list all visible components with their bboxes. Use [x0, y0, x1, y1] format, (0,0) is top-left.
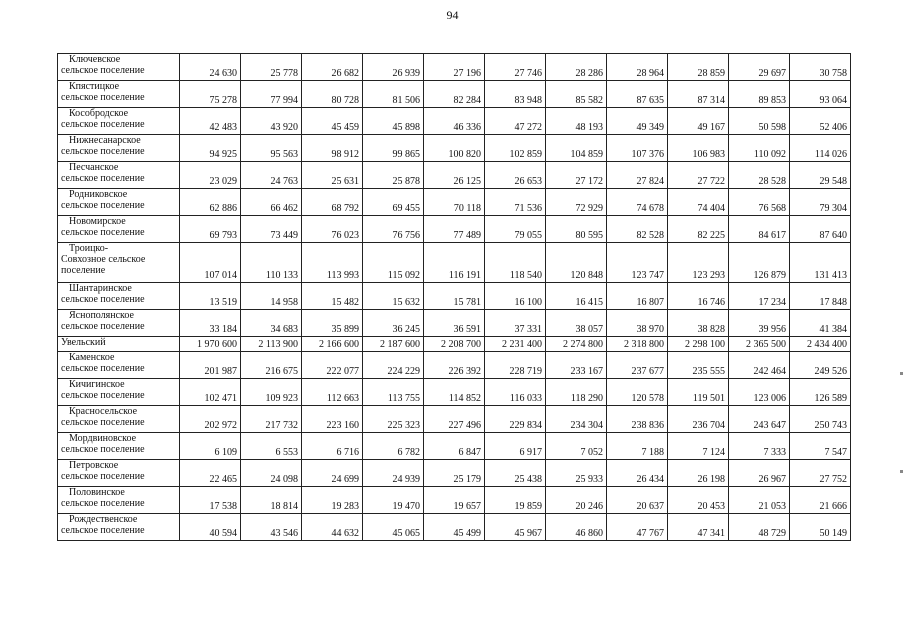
settlement-name	[58, 108, 180, 135]
table-cell-value: 6 716	[302, 433, 363, 460]
settlement-name-line: сельское поселение	[61, 92, 145, 103]
table-cell-value: 26 653	[485, 162, 546, 189]
table-cell-value: 29 548	[790, 162, 851, 189]
settlement-name	[58, 162, 180, 189]
table-cell-value: 52 406	[790, 108, 851, 135]
settlement-name	[58, 433, 180, 460]
table-cell-value: 236 704	[668, 406, 729, 433]
table-cell-value: 49 167	[668, 108, 729, 135]
settlement-name-line: Шантаринское	[69, 283, 132, 294]
table-cell-value: 18 814	[241, 487, 302, 514]
table-cell-value: 19 657	[424, 487, 485, 514]
table-cell-value: 6 782	[363, 433, 424, 460]
table-cell-value: 113 755	[363, 379, 424, 406]
table-cell-value: 71 536	[485, 189, 546, 216]
table-cell-value: 45 499	[424, 514, 485, 541]
settlement-name-line: Троицко-	[69, 243, 109, 254]
table-row	[58, 108, 851, 135]
table-cell-value: 106 983	[668, 135, 729, 162]
settlement-name	[58, 406, 180, 433]
table-cell-value: 94 925	[180, 135, 241, 162]
table-cell-value: 82 528	[607, 216, 668, 243]
table-cell-value: 87 314	[668, 81, 729, 108]
table-cell-value: 25 778	[241, 54, 302, 81]
table-cell-value: 102 471	[180, 379, 241, 406]
table-cell-value: 16 807	[607, 283, 668, 310]
table-cell-value: 43 546	[241, 514, 302, 541]
table-cell-value: 80 728	[302, 81, 363, 108]
table-cell-value: 68 792	[302, 189, 363, 216]
table-cell-value: 82 284	[424, 81, 485, 108]
table-cell-value: 74 678	[607, 189, 668, 216]
table-cell-value: 126 879	[729, 243, 790, 283]
table-cell-value: 120 578	[607, 379, 668, 406]
table-cell-value: 76 756	[363, 216, 424, 243]
table-cell-value: 131 413	[790, 243, 851, 283]
table-cell-value: 95 563	[241, 135, 302, 162]
table-cell-value: 2 365 500	[729, 337, 790, 352]
table-cell-value: 49 349	[607, 108, 668, 135]
table-cell-value: 249 526	[790, 352, 851, 379]
table-cell-value: 39 956	[729, 310, 790, 337]
table-cell-value: 29 697	[729, 54, 790, 81]
table-row	[58, 135, 851, 162]
table-cell-value: 25 438	[485, 460, 546, 487]
table-row	[58, 337, 851, 352]
table-cell-value: 44 632	[302, 514, 363, 541]
table-cell-value: 223 160	[302, 406, 363, 433]
table-row	[58, 243, 851, 283]
table-cell-value: 226 392	[424, 352, 485, 379]
table-cell-value: 227 496	[424, 406, 485, 433]
table-cell-value: 14 958	[241, 283, 302, 310]
table-cell-value: 33 184	[180, 310, 241, 337]
table-cell-value: 6 109	[180, 433, 241, 460]
table-cell-value: 243 647	[729, 406, 790, 433]
table-cell-value: 102 859	[485, 135, 546, 162]
table-cell-value: 45 898	[363, 108, 424, 135]
table-cell-value: 225 323	[363, 406, 424, 433]
table-cell-value: 109 923	[241, 379, 302, 406]
table-cell-value: 2 187 600	[363, 337, 424, 352]
table-cell-value: 114 026	[790, 135, 851, 162]
settlement-name-line: сельское поселение	[61, 390, 145, 401]
settlement-name-line: Совхозное сельское	[61, 254, 146, 265]
table-cell-value: 93 064	[790, 81, 851, 108]
settlement-name-line: Рождественское	[69, 514, 138, 525]
table-cell-value: 21 666	[790, 487, 851, 514]
table-cell-value: 66 462	[241, 189, 302, 216]
settlement-name	[58, 216, 180, 243]
table-cell-value: 119 501	[668, 379, 729, 406]
table-cell-value: 37 331	[485, 310, 546, 337]
table-cell-value: 222 077	[302, 352, 363, 379]
table-cell-value: 69 793	[180, 216, 241, 243]
table-row	[58, 487, 851, 514]
table-cell-value: 82 225	[668, 216, 729, 243]
table-cell-value: 81 506	[363, 81, 424, 108]
settlement-name-line: сельское поселение	[61, 321, 145, 332]
settlement-name-line: Мордвиновское	[69, 433, 137, 444]
table-cell-value: 47 272	[485, 108, 546, 135]
table-cell-value: 26 967	[729, 460, 790, 487]
table-cell-value: 104 859	[546, 135, 607, 162]
settlement-name-line: сельское поселение	[61, 363, 145, 374]
settlement-name-line: Родниковское	[69, 189, 128, 200]
table-cell-value: 73 449	[241, 216, 302, 243]
table-cell-value: 43 920	[241, 108, 302, 135]
settlement-name-line: Кпястицкое	[69, 81, 120, 92]
settlement-name	[58, 352, 180, 379]
settlement-name-line: Увельский	[61, 337, 106, 348]
settlement-name-line: сельское поселение	[61, 146, 145, 157]
table-cell-value: 7 124	[668, 433, 729, 460]
table-row	[58, 433, 851, 460]
settlement-name	[58, 379, 180, 406]
settlement-name-line: сельское поселение	[61, 525, 145, 536]
table-cell-value: 50 598	[729, 108, 790, 135]
table-cell-value: 20 246	[546, 487, 607, 514]
settlement-name	[58, 514, 180, 541]
table-cell-value: 27 172	[546, 162, 607, 189]
table-cell-value: 87 635	[607, 81, 668, 108]
table-cell-value: 34 683	[241, 310, 302, 337]
table-cell-value: 120 848	[546, 243, 607, 283]
table-cell-value: 7 547	[790, 433, 851, 460]
table-cell-value: 15 632	[363, 283, 424, 310]
table-cell-value: 80 595	[546, 216, 607, 243]
table-cell-value: 87 640	[790, 216, 851, 243]
table-cell-value: 76 568	[729, 189, 790, 216]
settlement-name	[58, 310, 180, 337]
table-cell-value: 76 023	[302, 216, 363, 243]
table-cell-value: 74 404	[668, 189, 729, 216]
table-cell-value: 79 304	[790, 189, 851, 216]
table-cell-value: 16 746	[668, 283, 729, 310]
table-cell-value: 26 198	[668, 460, 729, 487]
table-cell-value: 21 053	[729, 487, 790, 514]
table-cell-value: 2 318 800	[607, 337, 668, 352]
table-row	[58, 460, 851, 487]
table-cell-value: 27 196	[424, 54, 485, 81]
table-cell-value: 84 617	[729, 216, 790, 243]
table-cell-value: 217 732	[241, 406, 302, 433]
table-cell-value: 45 065	[363, 514, 424, 541]
table-cell-value: 7 188	[607, 433, 668, 460]
table-cell-value: 123 293	[668, 243, 729, 283]
table-row	[58, 379, 851, 406]
settlement-name-line: сельское поселение	[61, 471, 145, 482]
table-cell-value: 100 820	[424, 135, 485, 162]
table-cell-value: 75 278	[180, 81, 241, 108]
table-cell-value: 20 453	[668, 487, 729, 514]
table-cell-value: 83 948	[485, 81, 546, 108]
table-cell-value: 24 098	[241, 460, 302, 487]
table-cell-value: 26 434	[607, 460, 668, 487]
table-cell-value: 72 929	[546, 189, 607, 216]
table-cell-value: 123 747	[607, 243, 668, 283]
settlement-name	[58, 337, 180, 352]
data-table	[57, 53, 851, 541]
table-cell-value: 69 455	[363, 189, 424, 216]
table-cell-value: 26 125	[424, 162, 485, 189]
table-cell-value: 235 555	[668, 352, 729, 379]
table-cell-value: 250 743	[790, 406, 851, 433]
settlement-name-line: сельское поселение	[61, 417, 145, 428]
table-cell-value: 113 993	[302, 243, 363, 283]
table-cell-value: 22 465	[180, 460, 241, 487]
table-cell-value: 13 519	[180, 283, 241, 310]
table-cell-value: 16 100	[485, 283, 546, 310]
table-row	[58, 216, 851, 243]
settlement-name-line: сельское поселение	[61, 498, 145, 509]
settlement-name-line: Нижнесанарское	[69, 135, 141, 146]
table-cell-value: 2 231 400	[485, 337, 546, 352]
table-cell-value: 45 967	[485, 514, 546, 541]
table-cell-value: 17 234	[729, 283, 790, 310]
table-cell-value: 46 860	[546, 514, 607, 541]
table-cell-value: 40 594	[180, 514, 241, 541]
settlement-name-line: Яснополянское	[69, 310, 134, 321]
table-cell-value: 16 415	[546, 283, 607, 310]
table-cell-value: 77 994	[241, 81, 302, 108]
table-cell-value: 234 304	[546, 406, 607, 433]
settlement-name	[58, 460, 180, 487]
settlement-name-line: сельское поселение	[61, 444, 145, 455]
table-cell-value: 115 092	[363, 243, 424, 283]
table-row	[58, 283, 851, 310]
table-cell-value: 126 589	[790, 379, 851, 406]
table-cell-value: 46 336	[424, 108, 485, 135]
settlement-name-line: Кособродское	[69, 108, 129, 119]
table-cell-value: 38 057	[546, 310, 607, 337]
table-cell-value: 47 341	[668, 514, 729, 541]
settlement-name	[58, 81, 180, 108]
settlement-name-line: сельское поселение	[61, 173, 145, 184]
table-row	[58, 406, 851, 433]
table-row	[58, 310, 851, 337]
table-cell-value: 228 719	[485, 352, 546, 379]
settlement-name-line: Каменское	[69, 352, 115, 363]
table-cell-value: 24 763	[241, 162, 302, 189]
table-cell-value: 27 746	[485, 54, 546, 81]
table-cell-value: 233 167	[546, 352, 607, 379]
table-cell-value: 2 113 900	[241, 337, 302, 352]
table-cell-value: 17 538	[180, 487, 241, 514]
table-row	[58, 352, 851, 379]
table-cell-value: 38 970	[607, 310, 668, 337]
table-cell-value: 27 752	[790, 460, 851, 487]
settlement-name-line: Половинское	[69, 487, 125, 498]
settlement-name-line: сельское поселение	[61, 227, 145, 238]
settlement-name-line: Петровское	[69, 460, 119, 471]
table-cell-value: 2 434 400	[790, 337, 851, 352]
table-cell-value: 6 553	[241, 433, 302, 460]
table-cell-value: 48 193	[546, 108, 607, 135]
settlement-name-line: сельское поселение	[61, 200, 145, 211]
settlement-name-line: сельское поселение	[61, 65, 145, 76]
table-cell-value: 77 489	[424, 216, 485, 243]
table-cell-value: 24 630	[180, 54, 241, 81]
table-cell-value: 17 848	[790, 283, 851, 310]
table-cell-value: 123 006	[729, 379, 790, 406]
table-cell-value: 42 483	[180, 108, 241, 135]
scan-mark	[900, 372, 903, 375]
settlement-name-line: Новомирское	[69, 216, 126, 227]
table-row	[58, 162, 851, 189]
table-cell-value: 229 834	[485, 406, 546, 433]
table-cell-value: 27 722	[668, 162, 729, 189]
settlement-name	[58, 189, 180, 216]
table-cell-value: 118 540	[485, 243, 546, 283]
table-cell-value: 30 758	[790, 54, 851, 81]
table-cell-value: 202 972	[180, 406, 241, 433]
settlement-name-line: Песчанское	[69, 162, 119, 173]
table-cell-value: 85 582	[546, 81, 607, 108]
table-cell-value: 23 029	[180, 162, 241, 189]
table-cell-value: 19 283	[302, 487, 363, 514]
table-row	[58, 514, 851, 541]
table-cell-value: 35 899	[302, 310, 363, 337]
table-cell-value: 26 939	[363, 54, 424, 81]
table-cell-value: 25 933	[546, 460, 607, 487]
table-cell-value: 110 092	[729, 135, 790, 162]
table-cell-value: 238 836	[607, 406, 668, 433]
table-cell-value: 2 208 700	[424, 337, 485, 352]
settlement-name	[58, 487, 180, 514]
table-cell-value: 2 274 800	[546, 337, 607, 352]
table-row	[58, 189, 851, 216]
table-cell-value: 98 912	[302, 135, 363, 162]
table-cell-value: 79 055	[485, 216, 546, 243]
table-cell-value: 24 699	[302, 460, 363, 487]
table-cell-value: 25 878	[363, 162, 424, 189]
table-cell-value: 45 459	[302, 108, 363, 135]
table-cell-value: 2 298 100	[668, 337, 729, 352]
table-cell-value: 36 591	[424, 310, 485, 337]
table-cell-value: 114 852	[424, 379, 485, 406]
settlement-name-line: сельское поселение	[61, 294, 145, 305]
table-cell-value: 15 482	[302, 283, 363, 310]
table-cell-value: 224 229	[363, 352, 424, 379]
settlement-name	[58, 243, 180, 283]
table-cell-value: 6 917	[485, 433, 546, 460]
table-cell-value: 47 767	[607, 514, 668, 541]
table-cell-value: 2 166 600	[302, 337, 363, 352]
table-cell-value: 237 677	[607, 352, 668, 379]
table-cell-value: 28 528	[729, 162, 790, 189]
table-cell-value: 25 179	[424, 460, 485, 487]
settlement-name	[58, 135, 180, 162]
table-cell-value: 7 333	[729, 433, 790, 460]
settlement-name	[58, 54, 180, 81]
table-cell-value: 50 149	[790, 514, 851, 541]
table-cell-value: 19 859	[485, 487, 546, 514]
table-cell-value: 110 133	[241, 243, 302, 283]
page-number: 94	[446, 8, 459, 22]
table-body	[58, 54, 851, 541]
table-cell-value: 24 939	[363, 460, 424, 487]
table-cell-value: 201 987	[180, 352, 241, 379]
table-cell-value: 89 853	[729, 81, 790, 108]
table-cell-value: 99 865	[363, 135, 424, 162]
table-cell-value: 26 682	[302, 54, 363, 81]
table-cell-value: 20 637	[607, 487, 668, 514]
table-cell-value: 116 191	[424, 243, 485, 283]
settlement-name	[58, 283, 180, 310]
settlement-name-line: Кичигинское	[69, 379, 125, 390]
table-cell-value: 38 828	[668, 310, 729, 337]
table-cell-value: 19 470	[363, 487, 424, 514]
table-cell-value: 36 245	[363, 310, 424, 337]
table-cell-value: 28 286	[546, 54, 607, 81]
table-row	[58, 81, 851, 108]
table-cell-value: 6 847	[424, 433, 485, 460]
settlement-name-line: сельское поселение	[61, 119, 145, 130]
table-cell-value: 7 052	[546, 433, 607, 460]
table-cell-value: 112 663	[302, 379, 363, 406]
table-cell-value: 107 376	[607, 135, 668, 162]
table-cell-value: 27 824	[607, 162, 668, 189]
table-cell-value: 107 014	[180, 243, 241, 283]
table-cell-value: 62 886	[180, 189, 241, 216]
table-cell-value: 118 290	[546, 379, 607, 406]
table-cell-value: 41 384	[790, 310, 851, 337]
settlement-name-line: поселение	[61, 265, 106, 276]
scan-mark	[900, 470, 903, 473]
table-cell-value: 25 631	[302, 162, 363, 189]
table-cell-value: 28 964	[607, 54, 668, 81]
table-cell-value: 242 464	[729, 352, 790, 379]
table-cell-value: 15 781	[424, 283, 485, 310]
table-cell-value: 48 729	[729, 514, 790, 541]
table-cell-value: 116 033	[485, 379, 546, 406]
table-cell-value: 70 118	[424, 189, 485, 216]
table-row	[58, 54, 851, 81]
settlement-name-line: Ключевское	[69, 54, 121, 65]
table-cell-value: 216 675	[241, 352, 302, 379]
settlement-name-line: Красносельское	[69, 406, 138, 417]
table-cell-value: 28 859	[668, 54, 729, 81]
table-cell-value: 1 970 600	[180, 337, 241, 352]
